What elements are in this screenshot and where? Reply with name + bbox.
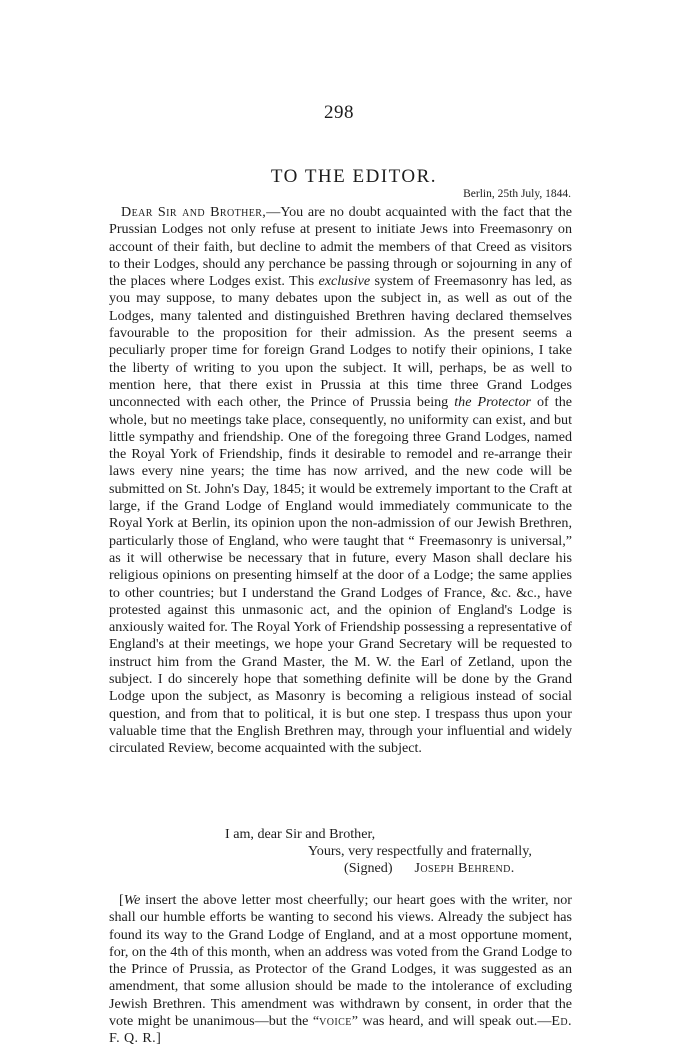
letter-text-part-2: system of Freemasonry has led, as you may suppose, to many debates upon the subject in, as well as out of the Lodges, many talented and distinguished Brethren having declared themselves favourable to the proposition for their admission. As the present seems a peculiarly proper time for foreign Grand Lodges to notify their opinions, I take the liberty of writing to you upon the subject. It will, perhaps, be as well to mention here, that there exist in Prussia at this time three Grand Lodges unconnected with each other, the Prince of Prussia being — [109, 273, 572, 411]
emphasis-exclusive: exclusive — [318, 273, 371, 290]
note-voice: voice — [319, 1013, 352, 1030]
page-number: 298 — [324, 102, 354, 123]
editor-note — [109, 892, 572, 1048]
article-title: TO THE EDITOR. — [270, 166, 438, 187]
note-text-part-1: insert the above letter most cheerfully; our heart goes with the writer, nor shall our humble efforts be wanting to second his views. Already the subject has found its way to the Grand Lodge of England, and at a most opportune moment, for, on the 4th of this month, when an address was voted from the Grand Lodge to the Prince of Prussia, as Protector of the Grand Lodges, it was suggested as an amendment, that some allusion should be made to the intolerance of excluding Jewish Brethren. This amendment was withdrawn by consent, in order that the vote might be unanimous—but the “ — [109, 892, 572, 1030]
note-editor-signature: Ed. F. Q. R. — [109, 1013, 572, 1047]
dateline: Berlin, 25th July, 1844. — [463, 188, 571, 200]
letter-text-part-1: —You are no doubt acquainted with the fact that the Prussian Lodges not only refuse at present to initiate Jews into Freemasonry on account of their faith, but decline to admit the members of that Creed as visitors to their Lodges, should any perchance be passing through or sojourning in any of the places where Lodges exist. This — [109, 204, 572, 290]
signature-name: Joseph Behrend. — [414, 860, 515, 876]
note-open-bracket: [ — [119, 892, 124, 908]
salutation: Dear Sir and Brother, — [121, 204, 267, 220]
note-close-bracket: ] — [156, 1030, 161, 1047]
closing-line-2: Yours, very respectfully and fraternally, — [308, 843, 532, 859]
letter-body — [109, 204, 572, 758]
note-text-part-2: ” was heard, and will speak out.— — [351, 1013, 552, 1030]
emphasis-protector: the Protector — [454, 394, 531, 411]
letter-text-part-3: of the whole, but no meetings take place, consequently, no uniformity can exist, and but little sympathy and friendship. One of the foregoing three Grand Lodges, named the Royal York of Friendship, finds it desirable to remodel and re-arrange their laws every nine years; the time has now arrived, and the new code will be submitted on St. John's Day, 1845; it would be extremely important to the Craft at large, if the Grand Lodge of England would immediately communicate to the Royal York at Berlin, its opinion upon the non-admission of our Jewish Brethren, particularly those of England, who were taught that “ Freemasonry is universal,” as it will otherwise be necessary that in future, every Mason shall declare his religious opinions on presenting himself at the door of a Lodge; the same applies to other countries; but I understand the Grand Lodges of France, &c. &c., have protested against this unmasonic act, and the opinion of England's Lodge is anxiously waited for. The Royal York of Friendship possessing a representative of England's at their meetings, we hope your Grand Secretary will be requested to instruct him from the Grand Master, the M. W. the Earl of Zetland, upon the subject. I do sincerely hope that something definite will be done by the Grand Lodge upon the subject, as Masonry is becoming a religious instead of social question, and from that to political, it is but one step. I trespass thus upon your valuable time that the English Brethren may, through your influential and widely circulated Review, become acquainted with the subject. — [109, 394, 572, 757]
note-emphasis-we: We — [123, 892, 141, 908]
closing-line-1: I am, dear Sir and Brother, — [225, 826, 376, 842]
signed-label: (Signed) — [344, 860, 393, 876]
signature-line — [109, 860, 572, 877]
